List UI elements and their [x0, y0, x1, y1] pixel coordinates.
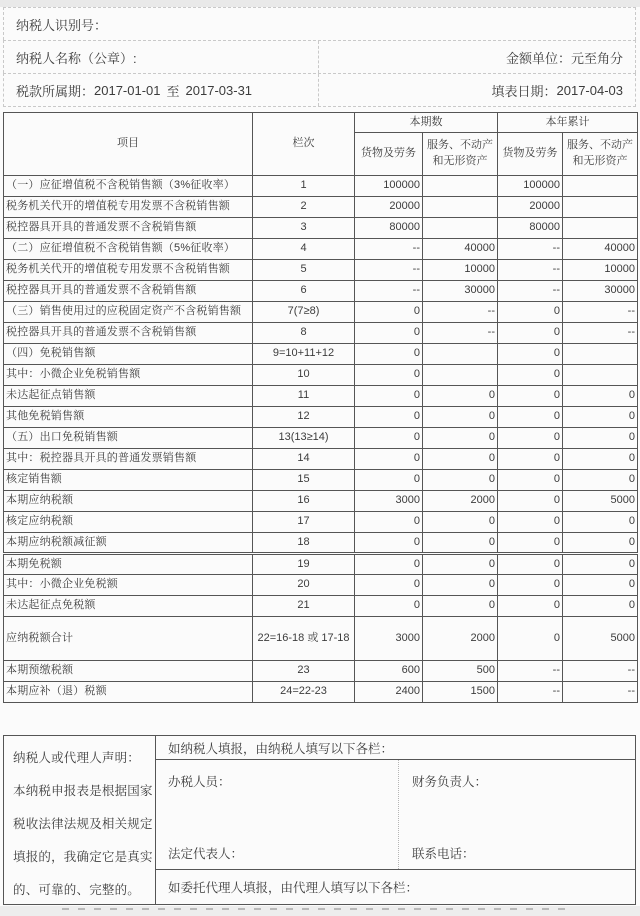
row-label-cell: 本期免税额 — [4, 554, 253, 575]
fields-divider — [398, 760, 399, 869]
table-row — [4, 533, 638, 554]
table-row — [4, 428, 638, 449]
row-label-cell: 税务机关代开的增值税专用发票不含税销售额 — [4, 197, 253, 218]
value-cell: 10000 — [423, 260, 498, 281]
value-cell: -- — [498, 260, 563, 281]
table-row — [4, 344, 638, 365]
table-row — [4, 554, 638, 575]
table-row — [4, 176, 638, 197]
row-colno-cell: 22=16-18 或 17-18 — [253, 617, 355, 661]
value-cell — [563, 176, 638, 197]
header-column-no: 栏次 — [253, 113, 355, 176]
value-cell: 0 — [498, 617, 563, 661]
row-colno-cell: 8 — [253, 323, 355, 344]
subheader-services-current: 服务、不动产和无形资产 — [423, 133, 498, 176]
row-label-cell: 其中：小微企业免税额 — [4, 575, 253, 596]
value-cell: 0 — [423, 554, 498, 575]
value-cell: 0 — [563, 512, 638, 533]
value-cell: -- — [563, 682, 638, 703]
value-cell: 0 — [423, 407, 498, 428]
value-cell: 30000 — [563, 281, 638, 302]
value-cell: 500 — [423, 661, 498, 682]
value-cell: 5000 — [563, 491, 638, 512]
row-colno-cell: 5 — [253, 260, 355, 281]
declaration-line: 纳税人或代理人声明： — [13, 751, 141, 765]
tax-period-start: 2017-01-01 — [94, 82, 161, 98]
row-colno-cell: 10 — [253, 365, 355, 386]
table-row — [4, 365, 638, 386]
row-label-cell: 其中：税控器具开具的普通发票销售额 — [4, 449, 253, 470]
value-cell — [423, 218, 498, 239]
row-colno-cell: 4 — [253, 239, 355, 260]
value-cell: 10000 — [563, 260, 638, 281]
value-cell: 1500 — [423, 682, 498, 703]
row-colno-cell: 15 — [253, 470, 355, 491]
table-row — [4, 575, 638, 596]
taxpayer-name-label: 纳税人名称（公章）: — [4, 41, 319, 73]
value-cell: -- — [498, 661, 563, 682]
row-colno-cell: 14 — [253, 449, 355, 470]
value-cell: 0 — [355, 470, 423, 491]
value-cell — [563, 197, 638, 218]
declaration-line: 填报的，我确定它是真实 — [13, 850, 153, 864]
value-cell: 0 — [498, 407, 563, 428]
row-label-cell: 未达起征点免税额 — [4, 596, 253, 617]
value-cell: 0 — [423, 470, 498, 491]
row-label-cell: （二）应征增值税不含税销售额（5%征收率） — [4, 239, 253, 260]
value-cell: 0 — [563, 533, 638, 554]
value-cell: 0 — [355, 386, 423, 407]
table-row — [4, 596, 638, 617]
value-cell: 0 — [423, 428, 498, 449]
declaration-signature-section — [3, 735, 636, 905]
value-cell: 0 — [563, 449, 638, 470]
value-cell: 0 — [423, 533, 498, 554]
value-cell: 0 — [355, 407, 423, 428]
value-cell: -- — [498, 281, 563, 302]
value-cell: 0 — [355, 533, 423, 554]
value-cell: 0 — [423, 596, 498, 617]
page-top-margin — [0, 0, 640, 7]
amount-unit-label: 金额单位：元至角分 — [505, 50, 623, 66]
report-table-body — [4, 176, 638, 703]
row-label-cell: 税控器具开具的普通发票不含税销售额 — [4, 281, 253, 302]
value-cell: 30000 — [423, 281, 498, 302]
tax-period-label: 税款所属期： — [16, 83, 95, 99]
declaration-line: 税收法律法规及相关规定 — [13, 817, 153, 831]
value-cell: 0 — [423, 449, 498, 470]
value-cell: 0 — [355, 344, 423, 365]
value-cell: 0 — [498, 302, 563, 323]
value-cell — [563, 218, 638, 239]
subheader-goods-ytd: 货物及劳务 — [498, 133, 563, 176]
value-cell: 0 — [498, 386, 563, 407]
value-cell: 0 — [423, 386, 498, 407]
row-label-cell: （一）应征增值税不含税销售额（3%征收率） — [4, 176, 253, 197]
subheader-goods-current: 货物及劳务 — [355, 133, 423, 176]
row-label-cell: （三）销售使用过的应税固定资产不含税销售额 — [4, 302, 253, 323]
value-cell — [423, 365, 498, 386]
value-cell: 600 — [355, 661, 423, 682]
value-cell: 0 — [563, 407, 638, 428]
filing-date-value: 2017-04-03 — [556, 82, 623, 98]
value-cell: 0 — [563, 470, 638, 491]
value-cell: 0 — [355, 575, 423, 596]
value-cell: 40000 — [423, 239, 498, 260]
row-colno-cell: 13(13≥14) — [253, 428, 355, 449]
value-cell: 0 — [563, 386, 638, 407]
value-cell: 0 — [498, 596, 563, 617]
row-colno-cell: 19 — [253, 554, 355, 575]
value-cell: 3000 — [355, 491, 423, 512]
tax-period — [4, 74, 319, 106]
filing-date — [319, 74, 635, 106]
row-label-cell: 税务机关代开的增值税专用发票不含税销售额 — [4, 260, 253, 281]
table-row — [4, 617, 638, 661]
form-info-section — [3, 7, 636, 107]
header-year-to-date: 本年累计 — [498, 113, 638, 133]
row-colno-cell: 11 — [253, 386, 355, 407]
row-label-cell: 本期应补（退）税额 — [4, 682, 253, 703]
value-cell: 0 — [355, 449, 423, 470]
tax-period-end: 2017-03-31 — [185, 82, 253, 98]
table-row — [4, 491, 638, 512]
value-cell: 40000 — [563, 239, 638, 260]
row-colno-cell: 9=10+11+12 — [253, 344, 355, 365]
row-colno-cell: 2 — [253, 197, 355, 218]
value-cell: 0 — [563, 428, 638, 449]
value-cell: 5000 — [563, 617, 638, 661]
value-cell: 2000 — [423, 617, 498, 661]
value-cell: 0 — [355, 302, 423, 323]
contact-phone-label: 联系电话： — [412, 847, 475, 861]
row-colno-cell: 18 — [253, 533, 355, 554]
value-cell: 2000 — [423, 491, 498, 512]
value-cell — [563, 344, 638, 365]
value-cell: -- — [498, 239, 563, 260]
taxpayer-id-row — [3, 7, 636, 40]
row-label-cell: 本期应纳税额 — [4, 491, 253, 512]
table-row — [4, 197, 638, 218]
finance-chief-label: 财务负责人： — [412, 775, 488, 789]
table-row — [4, 682, 638, 703]
row-colno-cell: 20 — [253, 575, 355, 596]
table-row — [4, 302, 638, 323]
value-cell: -- — [423, 302, 498, 323]
value-cell: -- — [423, 323, 498, 344]
taxpayer-name-row — [3, 40, 636, 73]
value-cell: 0 — [355, 512, 423, 533]
value-cell: 0 — [423, 575, 498, 596]
table-row — [4, 218, 638, 239]
cutoff-text-artifact — [62, 908, 567, 910]
value-cell — [563, 365, 638, 386]
row-colno-cell: 12 — [253, 407, 355, 428]
row-colno-cell: 24=22-23 — [253, 682, 355, 703]
value-cell: 0 — [355, 365, 423, 386]
value-cell — [423, 197, 498, 218]
value-cell: 0 — [498, 575, 563, 596]
value-cell: 0 — [563, 554, 638, 575]
value-cell: -- — [563, 323, 638, 344]
agent-note: 如委托代理人填报，由代理人填写以下各栏： — [156, 869, 635, 904]
value-cell: 0 — [563, 596, 638, 617]
value-cell: -- — [563, 302, 638, 323]
row-colno-cell: 3 — [253, 218, 355, 239]
value-cell: 0 — [498, 323, 563, 344]
value-cell: 20000 — [355, 197, 423, 218]
table-row — [4, 661, 638, 682]
value-cell: 0 — [498, 512, 563, 533]
row-colno-cell: 1 — [253, 176, 355, 197]
value-cell: 0 — [498, 554, 563, 575]
row-label-cell: 未达起征点销售额 — [4, 386, 253, 407]
value-cell: 0 — [498, 449, 563, 470]
filing-date-label: 填表日期： — [491, 83, 557, 99]
value-cell — [423, 344, 498, 365]
value-cell: 0 — [498, 365, 563, 386]
table-row — [4, 386, 638, 407]
row-colno-cell: 17 — [253, 512, 355, 533]
row-label-cell: （四）免税销售额 — [4, 344, 253, 365]
signature-fields — [156, 760, 635, 869]
value-cell: -- — [355, 281, 423, 302]
row-colno-cell: 16 — [253, 491, 355, 512]
header-current-period: 本期数 — [355, 113, 498, 133]
row-label-cell: 核定销售额 — [4, 470, 253, 491]
value-cell: 0 — [355, 596, 423, 617]
value-cell: 100000 — [355, 176, 423, 197]
table-row — [4, 407, 638, 428]
declaration-line: 本纳税申报表是根据国家 — [13, 784, 153, 798]
value-cell: 0 — [498, 344, 563, 365]
row-label-cell: 本期应纳税额减征额 — [4, 533, 253, 554]
row-colno-cell: 6 — [253, 281, 355, 302]
page-bottom-margin — [0, 906, 640, 916]
value-cell: 0 — [355, 323, 423, 344]
value-cell: 0 — [498, 491, 563, 512]
value-cell: 2400 — [355, 682, 423, 703]
value-cell: 0 — [563, 575, 638, 596]
value-cell: 3000 — [355, 617, 423, 661]
vat-report-table — [3, 112, 638, 703]
table-row — [4, 323, 638, 344]
header-item: 项目 — [4, 113, 253, 176]
table-row — [4, 512, 638, 533]
table-row — [4, 260, 638, 281]
value-cell: 0 — [355, 428, 423, 449]
value-cell: 0 — [498, 428, 563, 449]
declaration-cell — [4, 736, 156, 904]
value-cell: 0 — [498, 470, 563, 491]
value-cell: -- — [563, 661, 638, 682]
value-cell — [423, 176, 498, 197]
value-cell: 0 — [498, 533, 563, 554]
row-label-cell: （五）出口免税销售额 — [4, 428, 253, 449]
row-label-cell: 核定应纳税额 — [4, 512, 253, 533]
row-label-cell: 其中：小微企业免税销售额 — [4, 365, 253, 386]
value-cell: 20000 — [498, 197, 563, 218]
table-row — [4, 449, 638, 470]
row-label-cell: 应纳税额合计 — [4, 617, 253, 661]
row-label-cell: 税控器具开具的普通发票不含税销售额 — [4, 218, 253, 239]
value-cell: 80000 — [498, 218, 563, 239]
value-cell: 100000 — [498, 176, 563, 197]
value-cell: -- — [355, 260, 423, 281]
table-row — [4, 281, 638, 302]
row-label-cell: 税控器具开具的普通发票不含税销售额 — [4, 323, 253, 344]
value-cell: 80000 — [355, 218, 423, 239]
row-colno-cell: 7(7≥8) — [253, 302, 355, 323]
value-cell: 0 — [355, 554, 423, 575]
row-label-cell: 本期预缴税额 — [4, 661, 253, 682]
value-cell: 0 — [423, 512, 498, 533]
value-cell: -- — [498, 682, 563, 703]
filer-note: 如纳税人填报，由纳税人填写以下各栏： — [156, 736, 635, 760]
tax-period-separator: 至 — [166, 83, 180, 99]
period-date-row — [3, 73, 636, 107]
legal-rep-label: 法定代表人： — [168, 847, 244, 861]
row-colno-cell: 21 — [253, 596, 355, 617]
tax-handler-label: 办税人员： — [168, 775, 231, 789]
taxpayer-id-label: 纳税人识别号： — [16, 17, 108, 33]
subheader-services-ytd: 服务、不动产和无形资产 — [563, 133, 638, 176]
row-colno-cell: 23 — [253, 661, 355, 682]
table-row — [4, 470, 638, 491]
value-cell: -- — [355, 239, 423, 260]
signature-area — [156, 736, 635, 904]
declaration-line: 的、可靠的、完整的。 — [13, 883, 141, 897]
row-label-cell: 其他免税销售额 — [4, 407, 253, 428]
table-row — [4, 239, 638, 260]
